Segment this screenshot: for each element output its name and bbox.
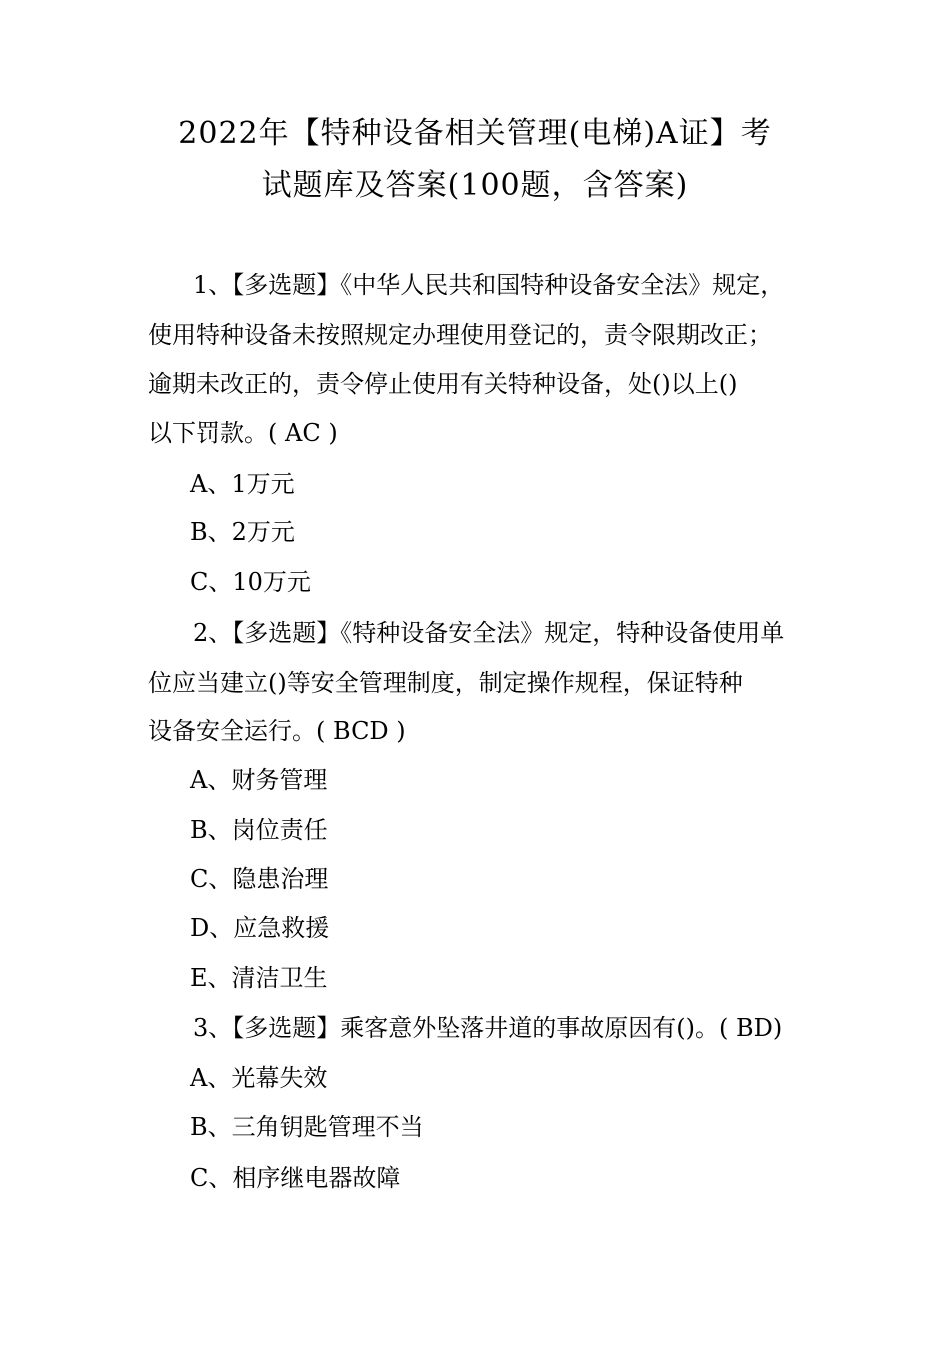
question-1-text-line-3: 逾期未改正的，责令停止使用有关特种设备，处()以上() xyxy=(148,370,738,398)
question-2-option-a: A、财务管理 xyxy=(190,766,328,794)
question-1-option-c: C、10万元 xyxy=(190,568,311,596)
question-3-text-line-1: 3、【多选题】乘客意外坠落井道的事故原因有()。( BD) xyxy=(193,1014,783,1042)
question-2-option-b: B、岗位责任 xyxy=(190,816,328,844)
question-1-text-line-2: 使用特种设备未按照规定办理使用登记的，责令限期改正； xyxy=(148,321,772,349)
question-1-option-a: A、1万元 xyxy=(190,470,295,498)
question-1-option-b: B、2万元 xyxy=(190,518,295,546)
question-2-text-line-1: 2、【多选题】《特种设备安全法》规定，特种设备使用单 xyxy=(193,619,785,647)
question-2-option-c: C、隐患治理 xyxy=(190,865,329,893)
question-1-text-line-4: 以下罚款。( AC ) xyxy=(148,419,338,447)
question-2-option-d: D、应急救援 xyxy=(190,914,330,942)
document-title xyxy=(120,108,830,212)
title-line-1: 2022年【特种设备相关管理(电梯)A证】考 xyxy=(178,116,772,151)
question-2-text-line-3: 设备安全运行。( BCD ) xyxy=(148,717,406,745)
question-2-option-e: E、清洁卫生 xyxy=(190,964,328,992)
title-line-2: 试题库及答案(100题，含答案) xyxy=(261,168,689,203)
question-3-option-b: B、三角钥匙管理不当 xyxy=(190,1113,424,1141)
question-3-option-c: C、相序继电器故障 xyxy=(190,1164,401,1192)
question-1-text-line-1: 1、【多选题】《中华人民共和国特种设备安全法》规定， xyxy=(193,271,785,299)
question-2-text-line-2: 位应当建立()等安全管理制度，制定操作规程，保证特种 xyxy=(148,669,743,697)
question-3-option-a: A、光幕失效 xyxy=(190,1064,328,1092)
